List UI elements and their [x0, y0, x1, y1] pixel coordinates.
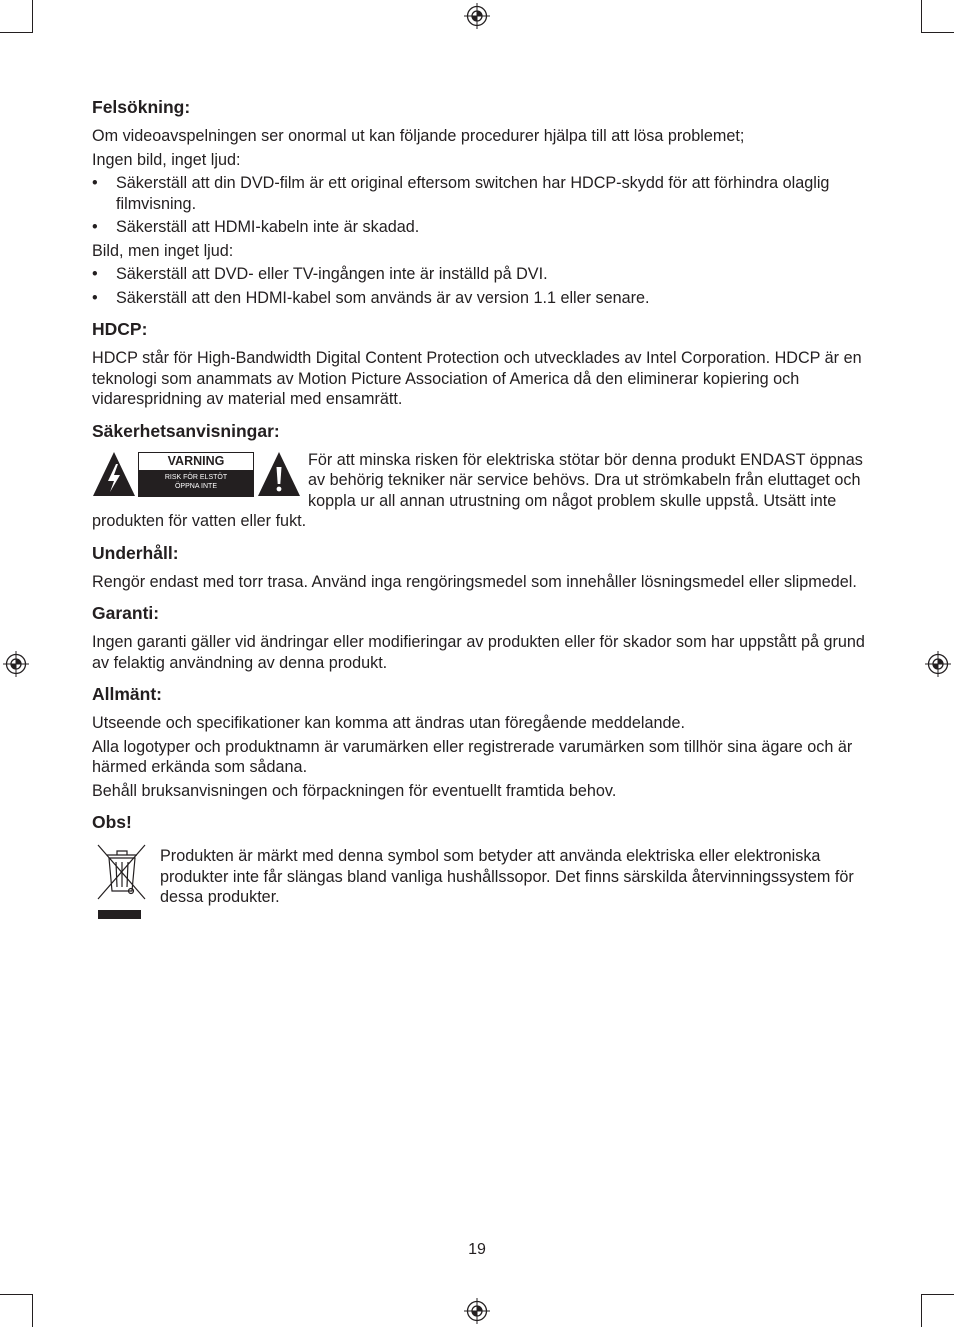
section-heading: HDCP:	[92, 319, 148, 339]
paragraph: Ingen garanti gäller vid ändringar eller modifieringar av produkten eller för skador som har uppstått på grund av felaktig användning av denna produkt.	[92, 633, 865, 672]
subheading: Bild, men inget ljud:	[92, 241, 234, 260]
section-troubleshooting	[92, 95, 867, 308]
warning-line: RISK FÖR ELSTÖT	[164, 473, 228, 481]
list-item: • Säkerställ att den HDMI-kabel som används är av version 1.1 eller senare.	[92, 288, 867, 309]
lightning-warning-icon	[92, 450, 136, 498]
section-maintenance	[92, 541, 867, 593]
weee-notice	[92, 841, 867, 926]
warning-subtitle	[139, 471, 253, 496]
document-body	[92, 95, 867, 935]
paragraph: Produkten är märkt med denna symbol som betyder att använda elektriska eller elektroniska produkter inte får slängas bland vanliga hushållssopor. Det finns särskilda återvinningssystem för dessa produkter.	[160, 847, 854, 906]
registration-mark-icon	[464, 3, 490, 29]
section-note	[92, 810, 867, 926]
registration-mark-icon	[464, 1298, 490, 1324]
warning-block	[92, 450, 867, 532]
page-number: 19	[468, 1241, 486, 1258]
section-heading: Garanti:	[92, 603, 160, 623]
section-heading: Felsökning:	[92, 97, 191, 117]
paragraph: Om videoavspelningen ser onormal ut kan följande procedurer hjälpa till att lösa problemet;	[92, 127, 745, 145]
list-item: • Säkerställ att din DVD-film är ett original eftersom switchen har HDCP-skydd för att förhindra olaglig filmvisning.	[92, 173, 867, 214]
subheading: Ingen bild, inget ljud:	[92, 150, 241, 169]
paragraph: Utseende och specifikationer kan komma att ändras utan föregående meddelande.	[92, 714, 686, 732]
warning-title: VARNING	[139, 453, 253, 471]
section-safety	[92, 419, 867, 532]
warning-box	[138, 452, 254, 497]
crop-mark-top-right	[921, 0, 954, 33]
crossed-out-bin-icon	[95, 841, 147, 921]
registration-mark-icon	[925, 651, 951, 677]
section-heading: Obs!	[92, 812, 132, 832]
paragraph: För att minska risken för elektriska stötar bör denna produkt ENDAST öppnas av behörig tekniker när service behövs. Dra ut strömkabeln från eluttaget och koppla ur all annan utrustning om något problem skulle uppstå. Utsätt inte produkten för vatten eller fukt.	[92, 450, 863, 530]
crop-mark-top-left	[0, 0, 33, 33]
list-item: • Säkerställ att DVD- eller TV-ingången inte är inställd på DVI.	[92, 264, 867, 285]
bullet-list	[92, 264, 867, 308]
registration-mark-icon	[3, 651, 29, 677]
list-item: • Säkerställ att HDMI-kabeln inte är skadad.	[92, 217, 867, 238]
section-heading: Allmänt:	[92, 684, 162, 704]
section-general	[92, 682, 867, 801]
exclamation-warning-icon	[257, 450, 301, 498]
bullet-list	[92, 173, 867, 238]
section-warranty	[92, 601, 867, 673]
section-heading: Underhåll:	[92, 542, 179, 563]
paragraph: Alla logotyper och produktnamn är varumärken eller registrerade varumärken som tillhör sina ägare och är härmed erkända som sådana.	[92, 737, 853, 776]
section-hdcp	[92, 317, 867, 410]
crop-mark-bottom-left	[0, 1294, 33, 1327]
paragraph: Behåll bruksanvisningen och förpackningen för eventuellt framtida behov.	[92, 781, 617, 800]
paragraph: Rengör endast med torr trasa. Använd inga rengöringsmedel som innehåller lösningsmedel eller slipmedel.	[92, 572, 857, 591]
warning-label	[92, 450, 304, 500]
warning-line: ÖPPNA INTE	[174, 482, 217, 490]
section-heading: Säkerhetsanvisningar:	[92, 420, 280, 441]
paragraph: HDCP står för High-Bandwidth Digital Content Protection och utvecklades av Intel Corporation. HDCP är en teknologi som anammats av Motion Picture Association of America då den eliminerar kopiering och vidarespridning av material med ensamrätt.	[92, 349, 862, 408]
crop-mark-bottom-right	[921, 1294, 954, 1327]
